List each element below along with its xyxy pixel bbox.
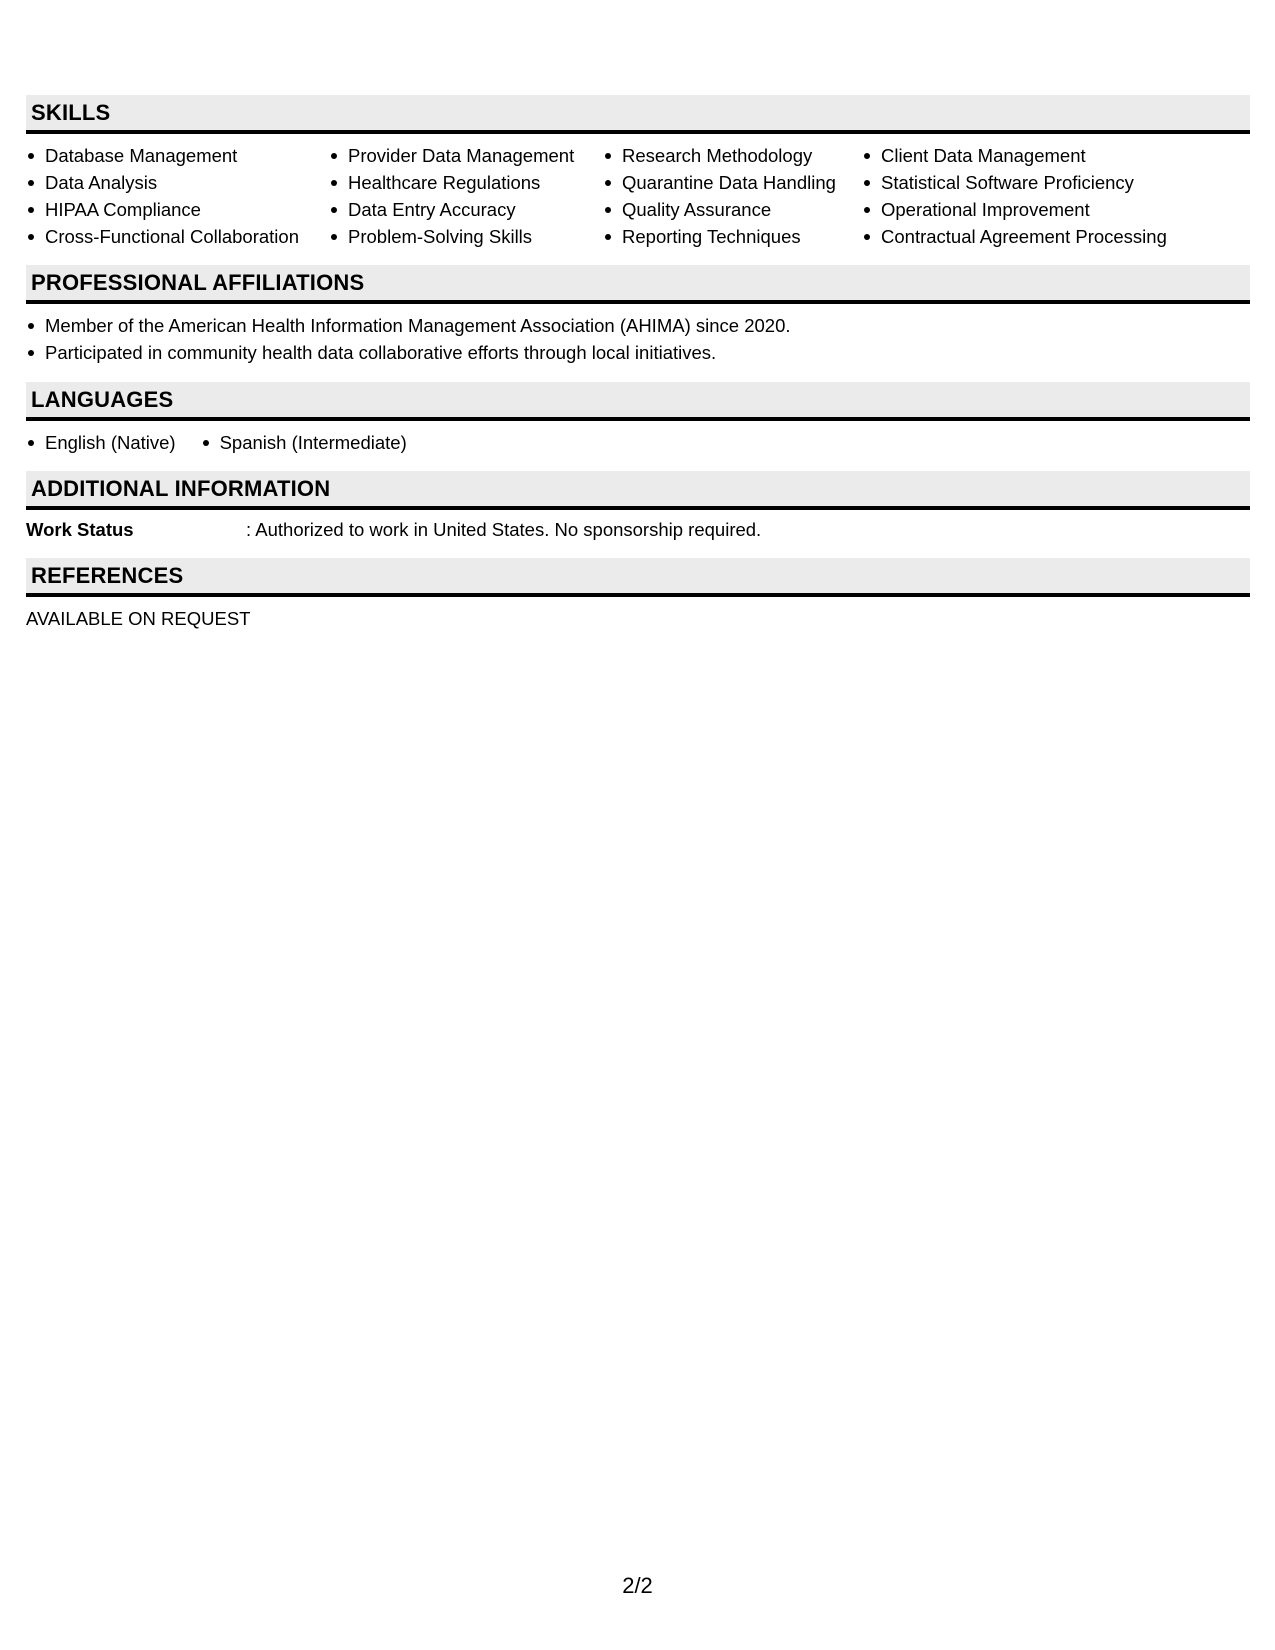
- skill-item: Cross-Functional Collaboration: [26, 223, 329, 250]
- skills-grid: [26, 134, 1250, 265]
- languages-title: LANGUAGES: [31, 386, 174, 412]
- page-number: 2/2: [622, 1573, 653, 1598]
- affiliation-item: Member of the American Health Information Management Association (AHIMA) since 2020.: [26, 312, 1250, 339]
- skill-item: Research Methodology: [603, 142, 862, 169]
- skill-item: Healthcare Regulations: [329, 169, 603, 196]
- languages-section: [26, 382, 1250, 471]
- skills-title: SKILLS: [31, 99, 111, 125]
- skill-item: Client Data Management: [862, 142, 1232, 169]
- skill-item: Database Management: [26, 142, 329, 169]
- skill-item: Provider Data Management: [329, 142, 603, 169]
- resume-page: [26, 95, 1250, 632]
- languages-list: [26, 421, 1250, 471]
- skills-column-4: [862, 142, 1232, 250]
- skill-item: Data Analysis: [26, 169, 329, 196]
- affiliations-header: [26, 265, 1250, 304]
- skills-column-2: [329, 142, 603, 250]
- skill-item: Statistical Software Proficiency: [862, 169, 1232, 196]
- work-status-row: [26, 510, 1250, 558]
- work-status-value: : Authorized to work in United States. No sponsorship required.: [246, 519, 762, 540]
- skill-item: Contractual Agreement Processing: [862, 223, 1232, 250]
- affiliation-item: Participated in community health data collaborative efforts through local initiatives.: [26, 339, 1250, 366]
- work-status-label: Work Status: [26, 519, 134, 540]
- skills-header: [26, 95, 1250, 134]
- skill-item: Operational Improvement: [862, 196, 1232, 223]
- additional-info-header: [26, 471, 1250, 510]
- skill-item: Problem-Solving Skills: [329, 223, 603, 250]
- additional-info-section: [26, 471, 1250, 558]
- skills-section: [26, 95, 1250, 265]
- affiliations-list: [26, 304, 1250, 382]
- language-item: Spanish (Intermediate): [201, 429, 407, 456]
- language-item: English (Native): [26, 429, 176, 456]
- references-header: [26, 558, 1250, 597]
- additional-info-title: ADDITIONAL INFORMATION: [31, 475, 331, 501]
- skill-item: Reporting Techniques: [603, 223, 862, 250]
- references-text: AVAILABLE ON REQUEST: [26, 608, 251, 629]
- languages-header: [26, 382, 1250, 421]
- references-section: [26, 558, 1250, 632]
- skills-column-1: [26, 142, 329, 250]
- affiliations-section: [26, 265, 1250, 382]
- skills-column-3: [603, 142, 862, 250]
- skill-item: Quality Assurance: [603, 196, 862, 223]
- references-title: REFERENCES: [31, 562, 184, 588]
- skill-item: Quarantine Data Handling: [603, 169, 862, 196]
- affiliations-title: PROFESSIONAL AFFILIATIONS: [31, 269, 365, 295]
- skill-item: HIPAA Compliance: [26, 196, 329, 223]
- skill-item: Data Entry Accuracy: [329, 196, 603, 223]
